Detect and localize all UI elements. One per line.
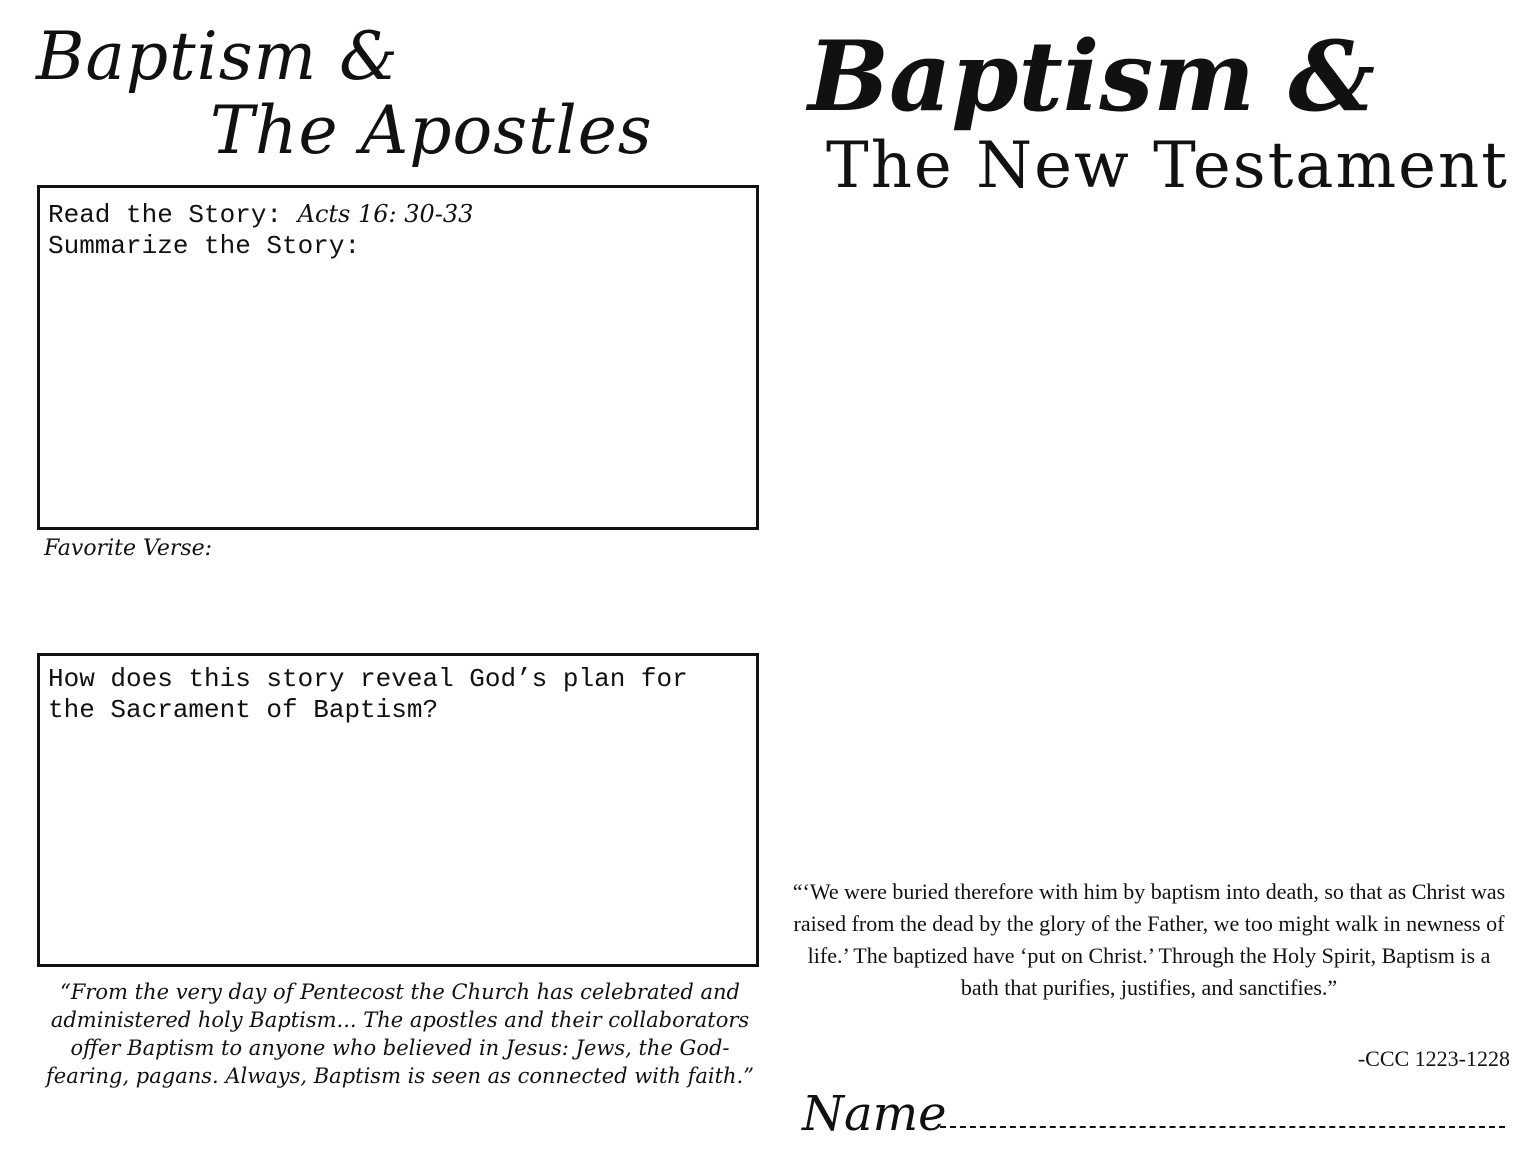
- left-title-line-2: The Apostles: [210, 92, 653, 169]
- favorite-verse-label: Favorite Verse:: [44, 536, 213, 561]
- question-text: How does this story reveal God’s plan for the Sacrament of Baptism?: [48, 664, 688, 725]
- right-title-line-2: The New Testament: [826, 129, 1509, 203]
- catechism-reference: -CCC 1223-1228: [1357, 1046, 1510, 1071]
- right-title-line-1: Baptism &: [808, 20, 1375, 133]
- story-box: [37, 185, 759, 530]
- question-box: [37, 653, 759, 967]
- read-story-line: [48, 198, 473, 231]
- name-line[interactable]: [940, 1126, 1505, 1128]
- name-label: Name: [802, 1086, 947, 1142]
- left-quote: “From the very day of Pentecost the Church has celebrated and administered holy Baptism... The apostles and their collaborators offer Baptism to anyone who believed in Jesus: Jews, the God-fearing, pagans. Always, Baptism is seen as connected with faith.”: [46, 980, 754, 1088]
- read-story-reference: Acts 16: 30-33: [297, 200, 474, 228]
- summarize-story-label: Summarize the Story:: [48, 231, 361, 261]
- catechism-quote: “‘We were buried therefore with him by baptism into death, so that as Christ was raised from the dead by the glory of the Father, we too might walk in newness of life.’ The baptized have ‘put on Christ.’ Through the Holy Spirit, Baptism is a bath that purifies, justifies, and sanctifies.”: [792, 879, 1506, 1000]
- read-story-label: Read the Story:: [48, 200, 298, 230]
- left-title-line-1: Baptism &: [36, 18, 399, 95]
